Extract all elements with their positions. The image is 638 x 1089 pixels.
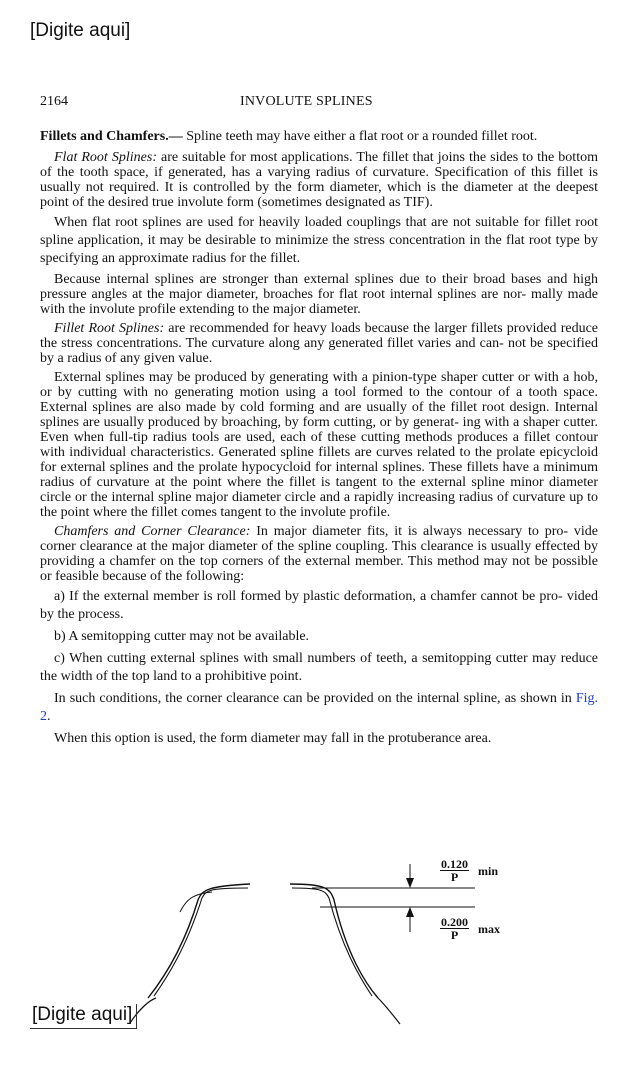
- paragraph-option: When this option is used, the form diameter may fall in the protuberance area.: [54, 731, 492, 746]
- body-text: [40, 127, 598, 752]
- paragraph-text: are suitable for most applications. The fillet that joins the sides to the bottom of the tooth space, if generated, has a varying radius of curvature. Specification of this fillet is usually not required. It is controlled by the form diameter, which is the diameter at the deepest point of the desired true involute form (sometimes designated as TIF).: [40, 150, 598, 210]
- paragraph-text: Spline teeth may have either a flat root or a rounded fillet root.: [182, 129, 538, 144]
- term-flat-root: Flat Root Splines:: [54, 150, 157, 165]
- term-fillet-root: Fillet Root Splines:: [54, 321, 165, 336]
- paragraph-flat-root: [40, 150, 598, 210]
- fraction-numerator: 0.120: [441, 857, 468, 871]
- page-title: INVOLUTE SPLINES: [240, 94, 373, 109]
- paragraph-text: are recommended for heavy loads because the larger fillets provided reduce the stress concentrations. The curvature along any generated fillet varies and can- not be specified by a radius of any given value.: [40, 321, 598, 366]
- fraction-numerator: 0.200: [441, 915, 468, 929]
- dimension-label-max: [440, 916, 469, 941]
- dimension-suffix-min: min: [478, 864, 499, 878]
- paragraph-conditions: [40, 690, 598, 726]
- header-placeholder[interactable]: [Digite aqui]: [30, 20, 131, 41]
- arrow-up-icon: [406, 907, 414, 917]
- paragraph-fillets-chamfers: [40, 127, 598, 147]
- fraction-denominator: P: [450, 928, 459, 942]
- paragraph-text: In such conditions, the corner clearance can be provided on the internal spline, as shown in: [54, 691, 576, 706]
- fraction-denominator: P: [450, 870, 459, 884]
- spline-tooth-figure: [120, 848, 520, 1038]
- paragraph-item-b: b) A semitopping cutter may not be available.: [54, 629, 310, 644]
- section-heading: Fillets and Chamfers.—: [40, 129, 183, 144]
- paragraph-internal-stronger: Because internal splines are stronger than external splines due to their broad bases and high pressure angles at the major diameter, broaches for flat root internal splines are nor- mally made with the involute profile extending to the major diameter.: [40, 272, 598, 317]
- term-chamfers: Chamfers and Corner Clearance:: [54, 524, 251, 539]
- paragraph-text: .: [47, 709, 51, 724]
- arrow-down-icon: [406, 878, 414, 888]
- footer-placeholder[interactable]: [Digite aqui]: [30, 1004, 137, 1029]
- page-number: 2164: [40, 94, 68, 109]
- paragraph-text: In major diameter fits, it is always necessary to pro- vide corner clearance at the major diameter of the spline coupling. This clearance is usually effected by providing a chamfer on the top corners of the external member. This method may not be possible or feasible because of the following:: [40, 524, 598, 584]
- paragraph-heavy-loaded: When flat root splines are used for heavily loaded couplings that are not suitable for fillet root spline application, it may be desirable to minimize the stress concentration in the flat root type by specifying an approximate radius for the fillet.: [40, 215, 598, 266]
- dimension-label-min: [440, 858, 469, 883]
- tooth-profile-right: [290, 884, 378, 998]
- paragraph-chamfers: [40, 524, 598, 584]
- paragraph-item-c: c) When cutting external splines with small numbers of teeth, a semitopping cutter may reduce the width of the top land to a prohibitive point.: [40, 651, 598, 684]
- tooth-profile-left: [148, 884, 250, 998]
- fig-2-link[interactable]: Fig. 2: [40, 691, 598, 724]
- paragraph-item-a: a) If the external member is roll formed by plastic deformation, a chamfer cannot be pro- vided by the process.: [40, 589, 598, 622]
- paragraph-fillet-root: [40, 321, 598, 366]
- dimension-suffix-max: max: [478, 922, 500, 936]
- paragraph-external-splines: External splines may be produced by generating with a pinion-type shaper cutter or with a hob, or by cutting with no generating motion using a tool formed to the contour of a tooth space. External splines are also made by cold forming and are usually of the fillet root design. Internal splines are usually produced by broaching, by form cutting, or by generat- ing with a shaper cutter. Even when full-tip radius tools are used, each of these cutting methods produces a fillet contour with individual characteristics. Generated spline fillets are curves related to the prolate epicycloid for external splines and the prolate hypocycloid for internal splines. These fillets have a minimum radius of curvature at the point where the fillet is tangent to the external spline minor diameter circle or the internal spline major diameter circle and a rapidly increasing radius of curvature up to the point where the fillet comes tangent to the involute profile.: [40, 370, 598, 520]
